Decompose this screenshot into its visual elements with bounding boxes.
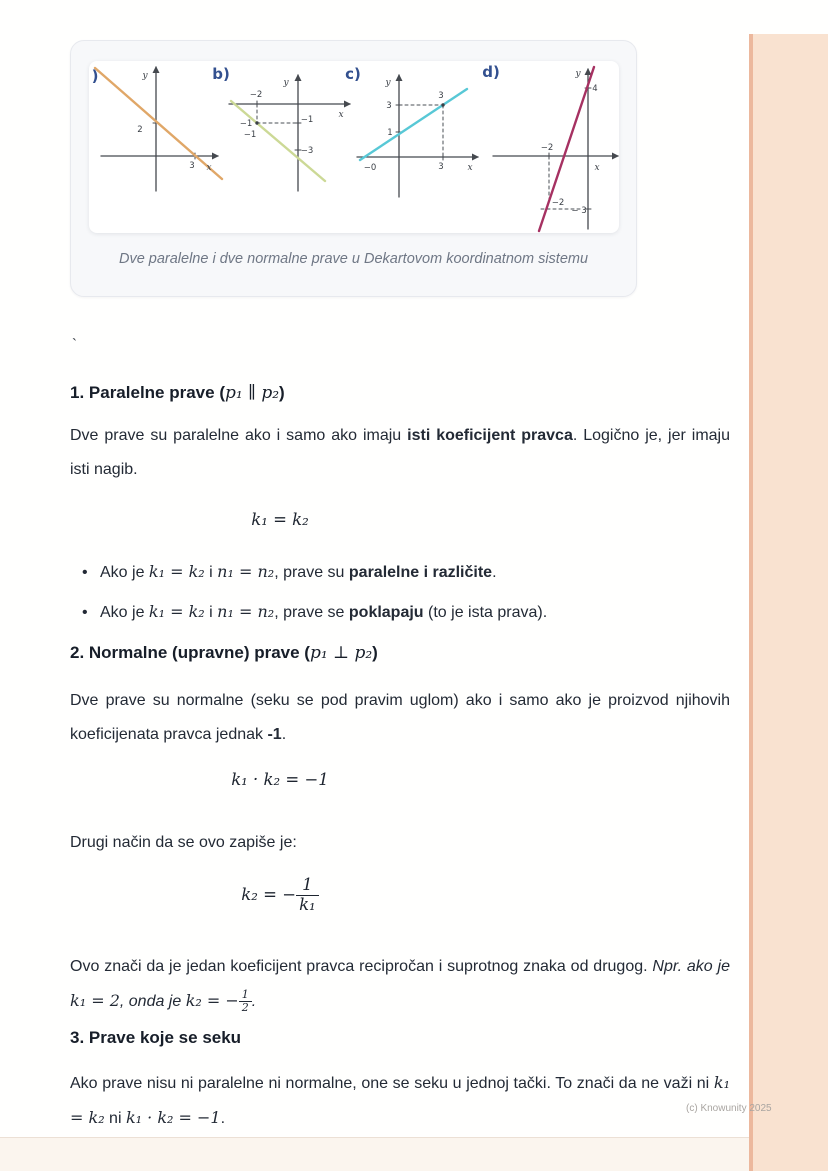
svg-text:c): c) [345,65,361,83]
svg-text:2: 2 [137,125,143,135]
bullet-icon: • [82,604,88,621]
svg-text:−1: −1 [239,119,253,129]
formula-k1-times-k2: k₁ · k₂ = −1 [231,770,329,789]
figure-caption: Dve paralelne i dve normalne prave u Dekartovom koordinatnom sistemu [118,251,589,267]
svg-text:4: 4 [592,84,598,94]
svg-text:−2: −2 [249,90,263,100]
paragraph-other-notation: Drugi način da se ovo zapiše je: [70,834,297,851]
formula-k2-reciprocal: k₂ = − $\frac{1}{\text{k₁}}$ [70,876,490,915]
section-heading-3: 3. Prave koje se seku [70,1028,242,1047]
figure-plot-svg [89,61,619,233]
svg-text:−1: −1 [243,130,257,140]
svg-text:x: x [206,163,212,173]
svg-text:1: 1 [387,128,393,138]
page-bottom-band [0,1137,749,1171]
section-heading-2: 2. Normalne (upravne) prave (p₁ ⊥ p₂) [70,643,378,663]
list-item [82,602,730,622]
svg-text:3: 3 [386,101,392,111]
svg-text:− 3: − 3 [571,206,587,216]
section-heading-1: 1. Paralelne prave (p₁ ∥ p₂) [70,383,285,403]
svg-text:y: y [575,69,581,79]
svg-text:b): b) [212,65,230,83]
svg-text:−3: −3 [300,146,314,156]
formula-k1-equals-k2: k₁ = k₂ [251,510,309,529]
watermark: (c) Knowunity 2025 [686,1103,772,1114]
page-edge-strip [749,34,828,1171]
svg-text:): ) [91,67,99,85]
paragraph-parallel-intro: Dve prave su paralelne ako i samo ako imaju isti koeficijent pravca. Logično je, jer imaju isti nagib. [70,427,731,478]
svg-text:−1: −1 [300,115,314,125]
svg-text:x: x [467,163,473,173]
paragraph-intersecting-lines: Ako prave nisu ni paralelne ni normalne, one se seku u jednoj tački. To znači da ne važi ni k₁ = k₂ ni k₁ · k₂ = −1. [70,1073,730,1127]
svg-text:d): d) [482,63,500,81]
figure-plot-panel [89,61,619,233]
list-item-text: Ako je k₁ = k₂ i n₁ = n₂, prave su paralelne i različite. [100,562,497,581]
list-item [82,562,730,582]
bullet-icon: • [82,564,88,581]
paragraph-normal-intro: Dve prave su normalne (seku se pod pravim uglom) ako i samo ako je proizvod njihovih koeficijenata pravca jednak -1. [70,692,730,743]
figure-card [70,40,637,297]
paragraph-reciprocal-explanation: Ovo znači da je jedan koeficijent pravca recipročan i suprotnog znaka od drugog. Npr. ako je k₁ = 2, onda je k₂ = − $\frac{1}{2}$ . [70,958,730,1014]
svg-text:x: x [338,110,344,120]
svg-text:−2: −2 [551,198,565,208]
svg-text:3: 3 [438,162,444,172]
svg-text:y: y [142,71,148,81]
svg-text:x: x [594,163,600,173]
list-item-text: Ako je k₁ = k₂ i n₁ = n₂, prave se poklapaju (to je ista prava). [100,602,548,621]
svg-text:3: 3 [438,91,444,101]
svg-text:−0: −0 [363,163,377,173]
svg-text:3: 3 [189,161,195,171]
svg-text:y: y [283,78,289,88]
svg-text:−2: −2 [540,143,554,153]
svg-text:y: y [385,78,391,88]
stray-character: ` [72,336,77,353]
